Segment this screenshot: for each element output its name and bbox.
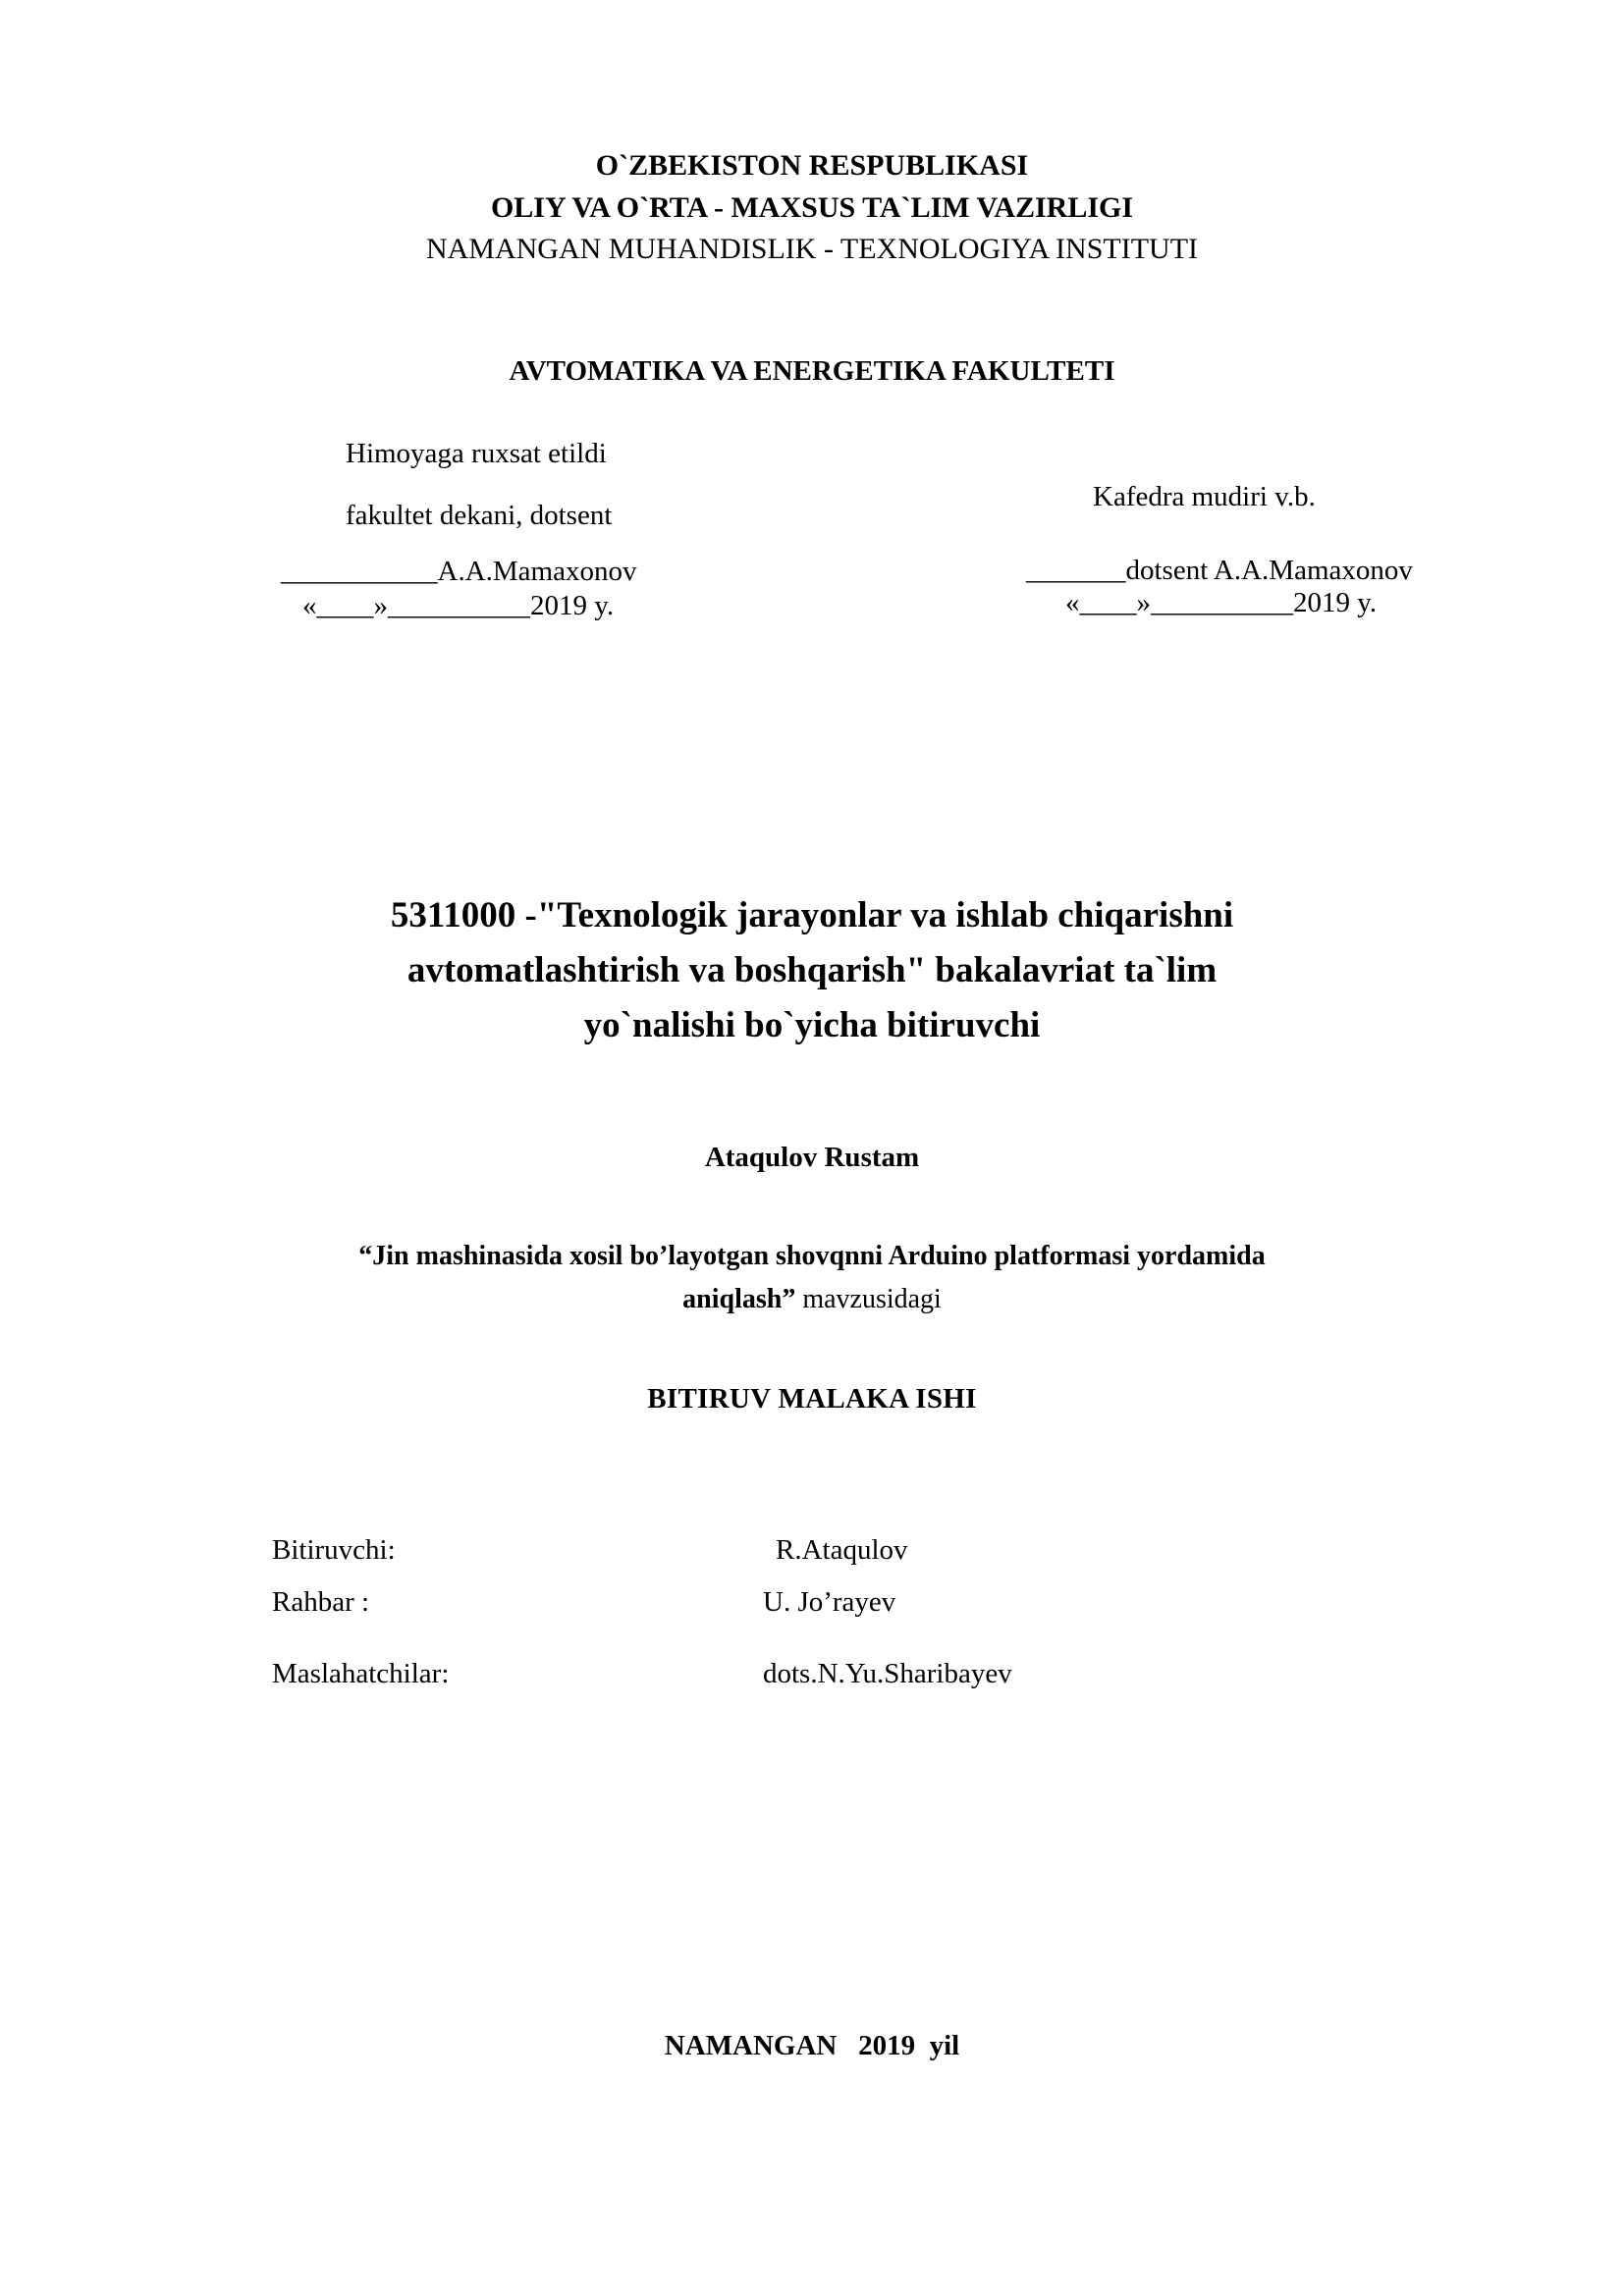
dean-date-line: «____»__________2019 y. — [302, 590, 615, 621]
thesis-topic — [210, 1235, 1414, 1321]
approval-section — [0, 440, 1624, 656]
dean-signature-line: ___________A.A.Mamaxonov — [281, 556, 637, 587]
department-head-signature-line: _______dotsent A.A.Mamaxonov — [1026, 555, 1413, 586]
approval-block-dean — [281, 440, 791, 620]
masthead-line-republic: O`ZBEKISTON RESPUBLIKASI — [595, 149, 1029, 182]
page-title-line-1: 5311000 -"Texnologik jarayonlar va ishlab chiqarishni — [390, 895, 1234, 935]
role-label-graduate: Bitiruvchi: — [272, 1534, 396, 1566]
person-name-consultant: dots.N.Yu.Sharibayev — [763, 1658, 1012, 1689]
dean-title: fakultet dekani, dotsent — [346, 500, 613, 531]
people-row-graduate — [272, 1536, 1352, 1565]
department-head-date-line: «____»__________2019 y. — [1065, 587, 1378, 618]
thesis-topic-quoted-part-2: aniqlash” — [682, 1284, 796, 1315]
role-label-supervisor: Rahbar : — [272, 1586, 370, 1618]
author-name: Ataqulov Rustam — [704, 1142, 920, 1173]
approval-block-department-head — [1026, 483, 1556, 617]
masthead-line-ministry: OLIY VA O`RTA - MAXSUS TA`LIM VAZIRLIGI — [490, 190, 1134, 224]
people-row-supervisor — [272, 1588, 1352, 1617]
dean-approval-text: Himoyaga ruxsat etildi — [346, 438, 607, 469]
people-section — [272, 1536, 1352, 1688]
work-type-heading: BITIRUV MALAKA ISHI — [647, 1383, 977, 1415]
page-title-line-3: yo`nalishi bo`yicha bitiruvchi — [583, 1005, 1041, 1046]
page-title-line-2: avtomatlashtirish va boshqarish" bakalavriat ta`lim — [406, 950, 1218, 991]
footer-city-year: NAMANGAN 2019 yil — [664, 2030, 960, 2061]
role-label-consultants: Maslahatchilar: — [272, 1658, 450, 1689]
thesis-topic-suffix: mavzusidagi — [795, 1284, 942, 1315]
masthead-line-institute: NAMANGAN MUHANDISLIK - TEXNOLOGIYA INSTITUTI — [425, 233, 1199, 266]
person-name-graduate: R.Ataqulov — [776, 1534, 908, 1566]
masthead — [0, 145, 1624, 271]
people-row-consultants — [272, 1660, 1352, 1688]
thesis-topic-quoted-part-1: “Jin mashinasida xosil bo’layotgan shovqnni Arduino platformasi yordamida — [358, 1241, 1266, 1271]
page-title — [190, 888, 1434, 1054]
faculty-heading: AVTOMATIKA VA ENERGETIKA FAKULTETI — [509, 355, 1115, 387]
department-head-title: Kafedra mudiri v.b. — [1093, 481, 1316, 512]
person-name-supervisor: U. Jo’rayev — [763, 1586, 896, 1618]
